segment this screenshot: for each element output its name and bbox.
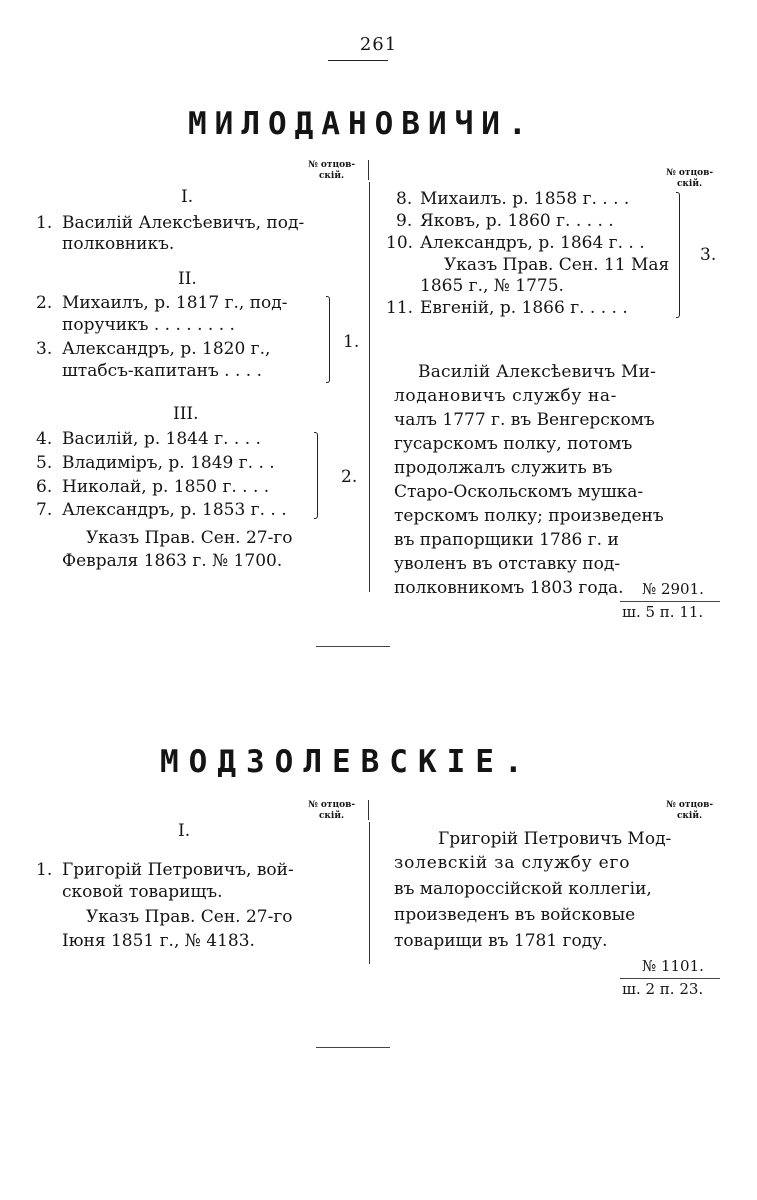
section2-title: МОДЗОЛЕВСКІЕ.	[160, 744, 533, 780]
section2-right-col-header: № отцов- скій.	[666, 800, 714, 821]
section1-right-col-header: № отцов- скій.	[666, 168, 714, 189]
section2-ref-rule	[620, 978, 720, 979]
section1-gen1-roman: I.	[181, 187, 194, 207]
page-number: 261	[359, 34, 398, 55]
section1-entry-line1: Александръ, р. 1820 г.,	[62, 339, 271, 359]
section1-note-line: уволенъ въ отставку под-	[394, 554, 621, 574]
section1-entry-num: 6.	[36, 477, 53, 497]
section2-left-header-rule	[368, 800, 369, 820]
section1-entry-num: 1.	[36, 213, 53, 233]
section-divider	[316, 646, 390, 647]
section1-right-entry-num: 10.	[386, 233, 414, 253]
section2-entry-line1: Григорій Петровичъ, вой-	[62, 860, 294, 880]
section1-note-line: терскомъ полку; произведенъ	[394, 506, 664, 526]
section1-left-header-rule	[368, 160, 369, 180]
section1-note-line: лодановичъ службу на-	[394, 386, 617, 406]
section1-entry-line2: штабсъ-капитанъ . . . .	[62, 361, 262, 381]
section1-note-line: Василій Алексѣевичъ Ми-	[418, 362, 657, 382]
section1-entry-line1: Василій Алексѣевичъ, под-	[62, 213, 305, 233]
section1-gen2-father: 1.	[343, 332, 360, 352]
section2-entry-num: 1.	[36, 860, 53, 880]
section1-ref-shelf: ш. 5 п. 11.	[622, 603, 704, 621]
section2-roman: I.	[178, 821, 191, 841]
section1-entry-num: 2.	[36, 293, 53, 313]
section1-right-entry-text: Яковъ, р. 1860 г. . . . .	[420, 211, 614, 231]
section2-note-line: золевскій за службу его	[394, 853, 631, 873]
section1-entry-num: 7.	[36, 500, 53, 520]
section1-right-entry-num: 8.	[396, 189, 413, 209]
section1-left-col-header: № отцов- скій.	[308, 160, 356, 181]
section1-entry-line2: поручикъ . . . . . . . .	[62, 315, 235, 335]
section1-entry-num: 4.	[36, 429, 53, 449]
section1-entry-line1: Николай, р. 1850 г. . . .	[62, 477, 270, 497]
section1-ref-number: № 2901.	[642, 580, 704, 598]
section1-note-line: продолжалъ служить въ	[394, 458, 613, 478]
section1-entry-num: 5.	[36, 453, 53, 473]
page-number-rule	[328, 60, 388, 61]
section1-note-line: въ прапорщики 1786 г. и	[394, 530, 619, 550]
section1-note-line: гусарскомъ полку, потомъ	[394, 434, 633, 454]
section1-right-entry-text: Михаилъ. р. 1858 г. . . .	[420, 189, 630, 209]
section2-ref-shelf: ш. 2 п. 23.	[622, 980, 704, 998]
section2-entry-line2: сковой товарищъ.	[62, 882, 223, 902]
section1-right-decree-line1: Указъ Прав. Сен. 11 Мая	[444, 255, 670, 275]
section1-entry-line1: Александръ, р. 1853 г. . .	[62, 500, 287, 520]
section1-ref-rule	[620, 601, 720, 602]
section2-note-line: въ малороссійской коллегіи,	[394, 879, 652, 899]
section1-gen3-roman: III.	[173, 404, 199, 424]
section1-left-decree-line2: Февраля 1863 г. № 1700.	[62, 551, 283, 571]
bottom-divider	[316, 1047, 390, 1048]
section1-column-divider	[369, 182, 370, 592]
section1-right-brace	[676, 192, 680, 318]
section1-right-entry-num: 9.	[396, 211, 413, 231]
section1-right-father: 3.	[700, 245, 717, 265]
section1-note-line: полковникомъ 1803 года.	[394, 578, 624, 598]
section1-right-entry-num: 11.	[386, 298, 414, 318]
section2-column-divider	[369, 822, 370, 964]
section1-gen3-father: 2.	[341, 467, 358, 487]
section2-note-line: товарищи въ 1781 году.	[394, 931, 608, 951]
section1-gen2-roman: II.	[178, 269, 197, 289]
section1-right-decree-line2: 1865 г., № 1775.	[420, 276, 564, 296]
section2-decree-line1: Указъ Прав. Сен. 27-го	[86, 907, 293, 927]
section2-ref-number: № 1101.	[642, 957, 704, 975]
section1-left-decree-line1: Указъ Прав. Сен. 27-го	[86, 528, 293, 548]
section1-right-entry-text: Евгеній, р. 1866 г. . . . .	[420, 298, 628, 318]
section1-right-entry-text: Александръ, р. 1864 г. . .	[420, 233, 645, 253]
section1-gen3-brace	[314, 432, 318, 519]
section1-entry-line2: полковникъ.	[62, 234, 175, 254]
section1-entry-line1: Владиміръ, р. 1849 г. . .	[62, 453, 275, 473]
section1-entry-line1: Михаилъ, р. 1817 г., под-	[62, 293, 288, 313]
section2-note-line: Григорій Петровичъ Мод-	[438, 829, 672, 849]
section1-note-line: чалъ 1777 г. въ Венгерскомъ	[394, 410, 655, 430]
section1-gen2-brace	[326, 296, 330, 383]
section1-note-line: Старо-Оскольскомъ мушка-	[394, 482, 644, 502]
section1-entry-num: 3.	[36, 339, 53, 359]
section2-left-col-header: № отцов- скій.	[308, 800, 356, 821]
section2-note-line: произведенъ въ войсковые	[394, 905, 636, 925]
section1-entry-line1: Василій, р. 1844 г. . . .	[62, 429, 261, 449]
section2-decree-line2: Іюня 1851 г., № 4183.	[62, 931, 255, 951]
section1-title: МИЛОДАНОВИЧИ.	[188, 106, 535, 142]
